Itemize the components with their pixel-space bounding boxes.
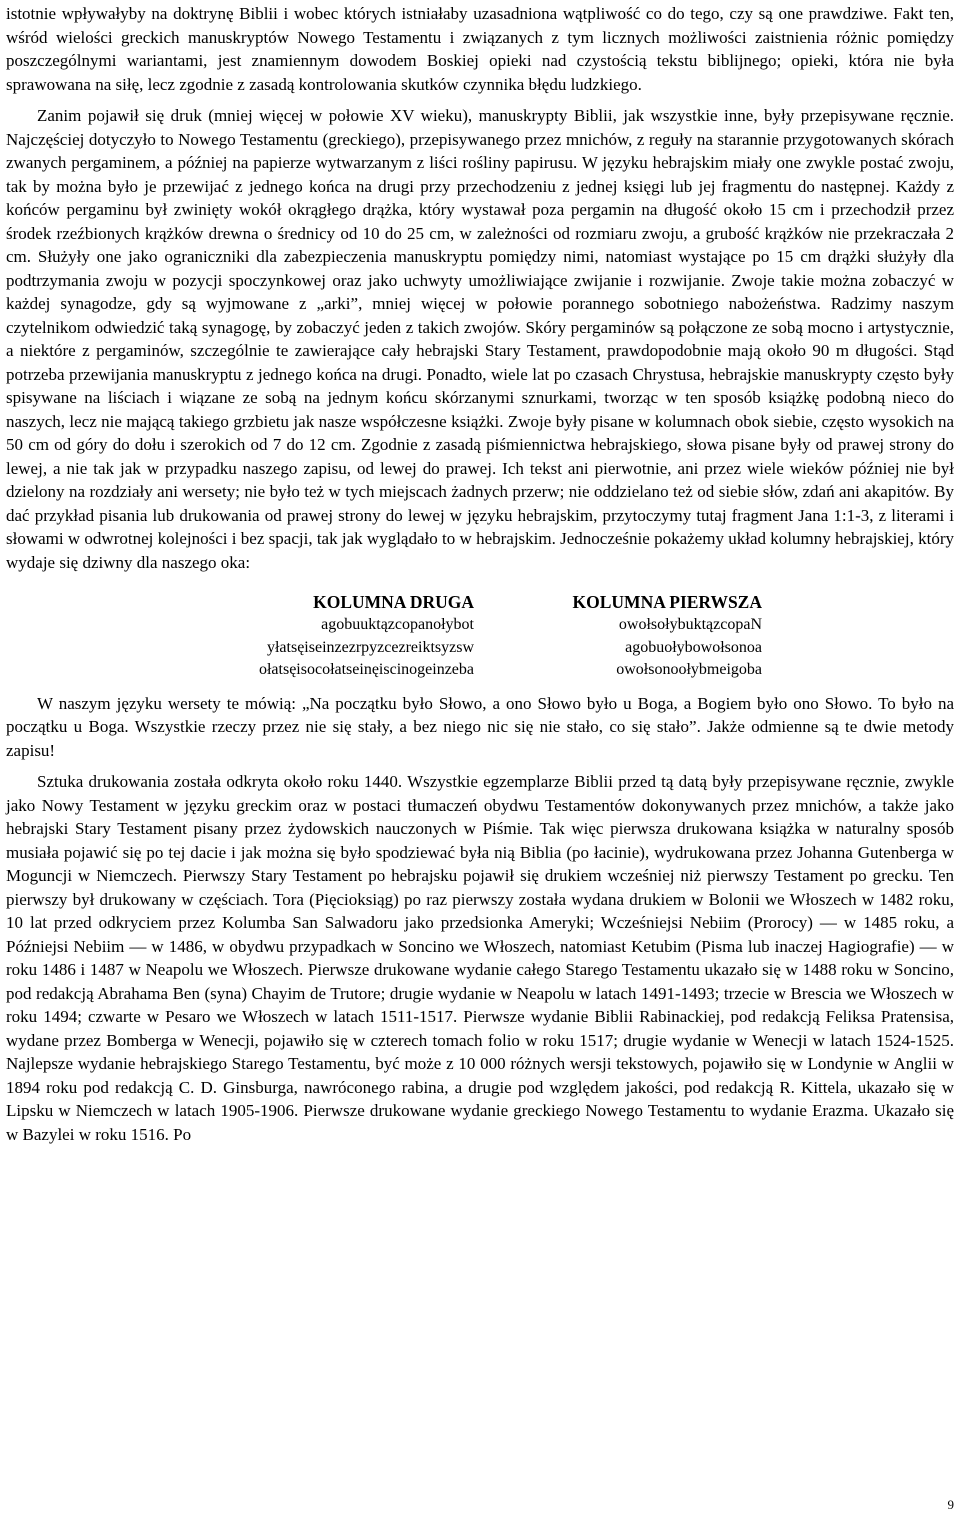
paragraph-manuscripts: Zanim pojawił się druk (mniej więcej w połowie XV wieku), manuskrypty Biblii, jak wszystkie inne, były przepisywane ręcznie. Najczęściej dotyczyło to Nowego Testamentu (greckiego), przepisywanego przez mnichów, z reguły na starannie przygotowanych skórach zwanych pergaminem, a później na papierze wytwarzanym z liści rośliny papirusu. W języku hebrajskim miały one zwykle postać zwoju, tak by można było je przewijać z jednego końca na drugi przy przechodzeniu z jednej księgi lub jej fragmentu do następnej. Każdy z końców pergaminu był zwinięty wokół okrągłego drążka, który wystawał poza pergamin na długość około 15 cm i przechodził przez środek rzeźbionych krążków drewna o średnicy od 10 do 25 cm, w zależności od rozmiaru zwoju, a grubość krążków nie przekraczała 2 cm. Służyły one jako ograniczniki dla zabezpieczenia manuskryptu pomiędzy nimi, natomiast wystające po 15 cm drążki służyły dla podtrzymania zwoju w pozycji spoczynkowej oraz jako uchwyty umożliwiające zwijanie i rozwijanie. Zwoje takie można zobaczyć w każdej synagodze, gdy są wyjmowane z „arki”, mniej więcej w połowie porannego sobotniego nabożeństwa. Radzimy naszym czytelnikom odwiedzić taką synagogę, by zobaczyć jeden z takich zwojów. Skóry pergaminów są połączone ze sobą mocno i artystycznie, a niektóre z pergaminów, szczególnie te zawierające cały hebrajski Stary Testament, prawdopodobnie mają około 90 m długości. Stąd potrzeba przewijania manuskryptu z jednego końca na drugi. Ponadto, wiele lat po czasach Chrystusa, hebrajskie manuskrypty często były spisywane na liściach i wiązane ze sobą na jednym końcu skórzanymi sznurkami, tworząc w ten sposób książkę podobną nieco do naszych, lecz nie mającą takiego grzbietu jak nasze współczesne książki. Zwoje były pisane w kolumnach obok siebie, często wysokich na 50 cm od góry do dołu i szerokich od 7 do 12 cm. Zgodnie z zasadą piśmiennictwa hebrajskiego, słowa pisane były od prawej strony do lewej, a nie tak jak w przypadku naszego zapisu, od lewej do prawej. Ich tekst ani pierwotnie, ani przez wiele wieków później nie był dzielony na rozdziały ani wersety; nie było też w tych miejscach żadnych przerw; nie oddzielano też od siebie słów, zdań ani akapitów. By dać przykład pisania lub drukowania od prawej strony do lewej w języku hebrajskim, przytoczymy tutaj fragment Jana 1:1-3, z literami i słowami w odwrotnej kolejności i bez spacji, tak jak wyglądało to w hebrajskim. Jednocześnie pokażemy układ kolumny hebrajskiej, który wydaje się dziwny dla naszego oka: bbox=[6, 106, 954, 572]
column-second bbox=[198, 590, 474, 682]
paragraph-translation: W naszym języku wersety te mówią: „Na początku było Słowo, a ono Słowo było u Boga, a Bogiem było ono Słowo. To było na początku u Boga. Wszystkie rzeczy przez nie się stały, a bez niego nic się nie stało, co się stało”. Jakże odmienne są te dwie metody zapisu! bbox=[6, 693, 954, 760]
document-page bbox=[6, 2, 954, 1154]
column-first-heading: KOLUMNA PIERWSZA bbox=[572, 592, 762, 612]
column-line: agobuołybowołsonoa bbox=[625, 638, 762, 656]
paragraph-printing: Sztuka drukowania została odkryta około roku 1440. Wszystkie egzemplarze Biblii przed tą datą były przepisywane ręcznie, zwykle jako Nowy Testament w języku greckim oraz w postaci tłumaczeń obydwu Testamentów dokonywanych przez mnichów, a także jako hebrajski Stary Testament pisany przez żydowskich nauczonych w Piśmie. Tak więc pierwsza drukowana książka w naturalny sposób musiała pojawić się po tej dacie i jak można się było spodziewać była nią Biblia (po łacinie), wydrukowana przez Johanna Gutenberga w Moguncji w Niemczech. Pierwszy Stary Testament po hebrajsku pojawił się drukiem wcześniej niż pierwszy Testament po grecku. Ten pierwszy był drukowany w częściach. Tora (Pięcioksiąg) po raz pierwszy została wydana drukiem w Bolonii we Włoszech w 1482 roku, 10 lat przed odkryciem przez Kolumba San Salwadoru jako przedsionka Ameryki; Wcześniejsi Nebiim (Prorocy) — w 1485 roku, a Późniejsi Nebiim — w 1486, w obydwu przypadkach w Soncino we Włoszech, natomiast Ketubim (Pisma lub inaczej Hagiografie) — w roku 1486 i 1487 w Neapolu we Włoszech. Pierwsze drukowane wydanie całego Starego Testamentu ukazało się w 1488 roku w Soncino, pod redakcją Abrahama Ben (syna) Chayim de Trutore; drugie wydanie w Neapolu w latach 1491-1493; trzecie w Brescia we Włoszech w roku 1494; czwarte w Pesaro we Włoszech w latach 1511-1517. Pierwsze wydanie Biblii Rabinackiej, pod redakcją Feliksa Pratensisa, wydane przez Bomberga w Wenecji, pojawiło się w czterech tomach folio w roku 1517; drugie wydanie w Wenecji w latach 1524-1525. Najlepsze wydanie hebrajskiego Starego Testamentu, być może z 10 000 różnych wersji tekstowych, pojawiło się w Londynie w Anglii w 1894 roku pod redakcją C. D. Ginsburga, nawróconego rabina, a drugie pod względem jakości, pod redakcją R. Kittela, ukazało się w Lipsku w Niemczech w latach 1905-1906. Pierwsze drukowane wydanie greckiego Nowego Testamentu to wydanie Erazma. Ukazało się w Bazylei w roku 1516. Po bbox=[6, 772, 954, 1144]
column-first bbox=[540, 590, 762, 682]
column-second-heading: KOLUMNA DRUGA bbox=[313, 592, 474, 612]
column-line: ołatsęisocołatseinęiscinogeinzeba bbox=[258, 661, 474, 678]
hebrew-column-example bbox=[6, 590, 954, 682]
column-line: owołsołybuktązcopaN bbox=[618, 616, 762, 633]
page-number: 9 bbox=[947, 1497, 954, 1512]
column-line: yłatsęiseinzezrpyzcezreiktsyzsw bbox=[266, 638, 474, 656]
paragraph-continued: istotnie wpływałyby na doktrynę Biblii i wobec których istniałaby uzasadniona wątpliwość co do tego, czy są one prawdziwe. Fakt ten, wśród wielości greckich manuskryptów Nowego Testamentu i związanych z tym licznych możliwości zaistnienia różnic pomiędzy poszczególnymi wariantami, jest znamiennym dowodem Boskiej opieki nad czystością tekstu biblijnego; opieki, która nie była sprawowana na siłę, lecz zgodnie z zasadą kontrolowania skutków czynnika błędu ludzkiego. bbox=[6, 4, 954, 94]
column-line: agobuuktązcopanołybot bbox=[321, 616, 474, 633]
column-line: owołsonoołybmeigoba bbox=[616, 661, 762, 678]
